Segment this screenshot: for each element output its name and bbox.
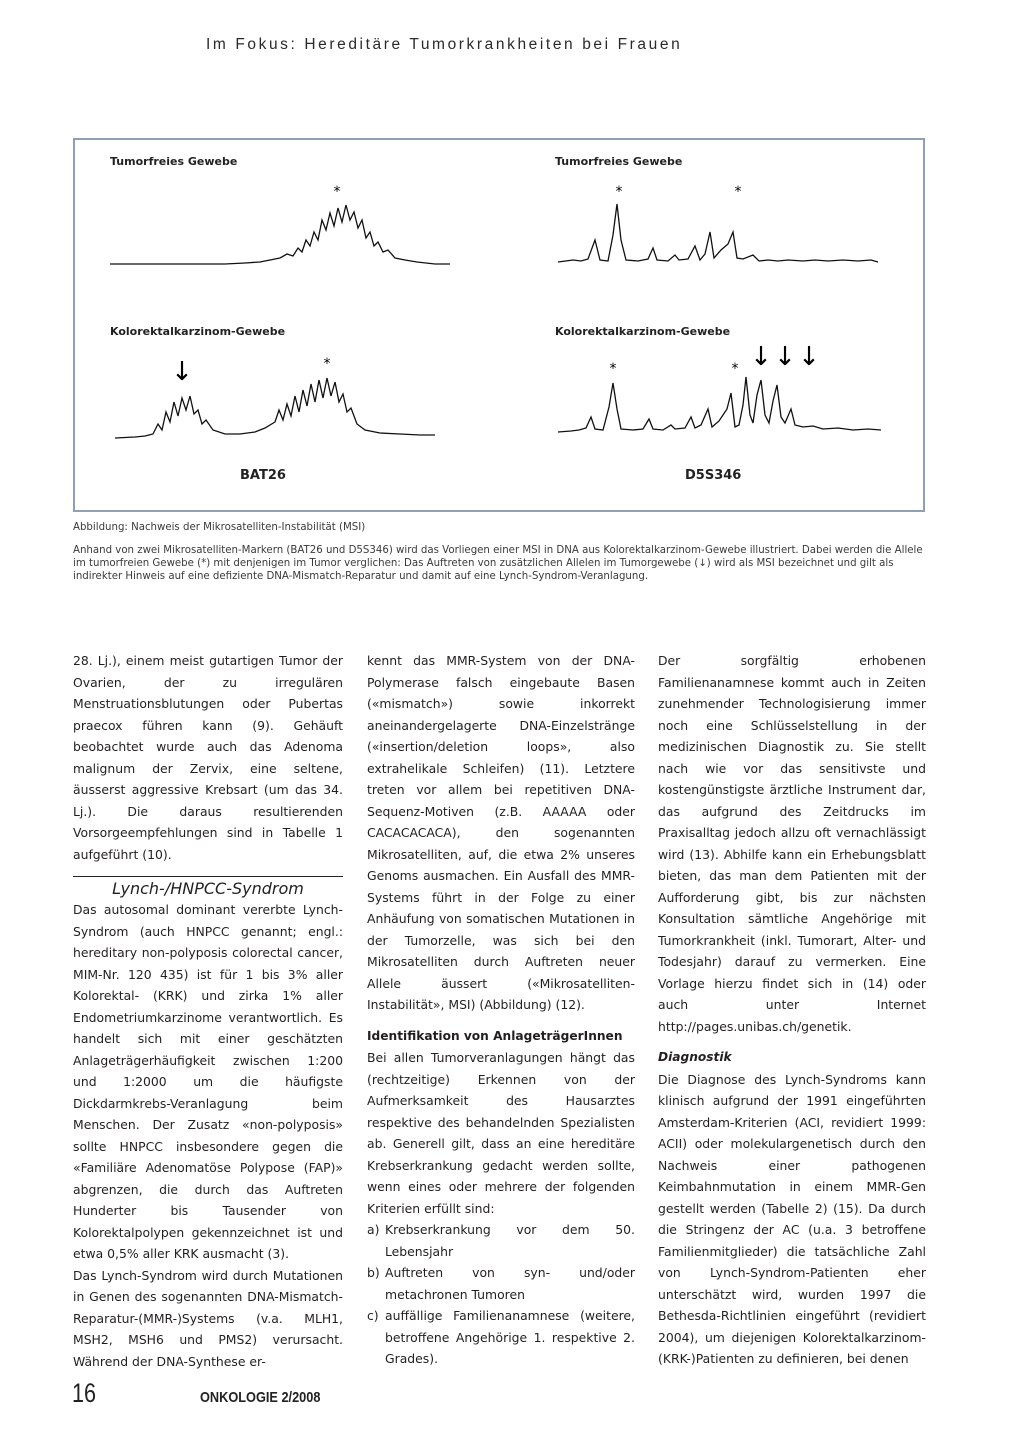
paragraph: 28. Lj.), einem meist gutartigen Tumor der Ovarien, der zu irregulären Menstruationsblutungen oder Pubertas praecox führen kann (9). Gehäuft beobachtet wurde auch das Adenoma malignum der Zervix, eine seltene, äusserst aggressive Krebsart (um das 34. Lj.). Die daraus resultierenden Vorsorgeempfehlungen sind in Tabelle 1 aufgeführt (10).: [73, 653, 343, 862]
list-item: [367, 1219, 635, 1262]
electropherogram-bat26-tumor: [105, 350, 485, 445]
asterisk: *: [615, 184, 623, 200]
marker-label-bat26: BAT26: [240, 468, 286, 483]
arrow-down-icon: ↓: [774, 342, 796, 372]
panel-label-bat26-tumor: Kolorektalkarzinom-Gewebe: [110, 325, 286, 338]
arrow-down-icon: ↓: [798, 342, 820, 372]
panel-label-bat26-normal: Tumorfreies Gewebe: [110, 155, 238, 168]
asterisk: *: [323, 356, 331, 372]
list-item-text: auffällige Familienanamnese (weitere, betroffene Angehörige 1. respektive 2. Grades).: [385, 1308, 635, 1366]
electropherogram-d5s346-tumor: [553, 335, 933, 440]
page-number: 16: [72, 1378, 97, 1408]
subheading: Identifikation von AnlageträgerInnen: [367, 1028, 623, 1043]
asterisk: *: [609, 361, 617, 377]
paragraph: Das Lynch-Syndrom wird durch Mutationen in Genen des sogenannten DNA-Mismatch-Reparatur-(MMR-)Systems (v.a. MLH1, MSH2, MSH6 und PMS2) verursacht. Während der DNA-Synthese er-: [73, 1267, 343, 1369]
figure-caption-title: Abbildung: Nachweis der Mikrosatelliten-Instabilität (MSI): [73, 522, 366, 533]
panel-label-d5s346-normal: Tumorfreies Gewebe: [555, 155, 683, 168]
section-divider: [73, 876, 343, 877]
marker-label-d5s346: D5S346: [685, 468, 742, 483]
paragraph: Das autosomal dominant vererbte Lynch-Syndrom (auch HNPCC genannt; engl.: hereditary non-polyposis colorectal cancer, MIM-Nr. 120 435) ist für 1 bis 3% aller Kolorektal- (KRK) und zirka 1% aller Endometriumkarzinome verantwortlich. Es handelt sich mit einer geschätzten Anlageträgerhäufigkeit zwischen 1:200 und 1:2000 um die häufigste Dickdarmkrebs-Veranlagung beim Menschen. Der Zusatz «non-polyposis» sollte HNPCC insbesondere gegen die «Familiäre Adenomatöse Polypose (FAP)» abgrenzen, die durch das Auftreten Hunderter bis Tausender von Kolorektalpolypen gekennzeichnet ist und etwa 0,5% aller KRK ausmacht (3).: [73, 902, 343, 1261]
text-column-3: [658, 650, 926, 1370]
running-head: Im Fokus: Hereditäre Tumorkrankheiten bei Frauen: [206, 36, 683, 53]
paragraph: Bei allen Tumorveranlagungen hängt das (rechtzeitige) Erkennen von der Aufmerksamkeit des Hausarztes respektive des behandelnden Spezialisten ab. Generell gilt, dass an eine hereditäre Krebserkrankung gedacht werden sollte, wenn eines oder mehrere der folgenden Kriterien erfüllt sind:: [367, 1050, 635, 1216]
paragraph: kennt das MMR-System von der DNA-Polymerase falsch eingebaute Basen («mismatch») sowie inkorrekt aneinandergelagerte DNA-Einzelstränge («insertion/deletion loops», also extrahelikale Schleifen) (11). Letztere treten vor allem bei repetitiven DNA-Sequenz-Motiven (z.B. AAAAA oder CACACACACA), den sogenannten Mikrosatelliten, auf, die etwa 2% unseres Genoms ausmachen. Ein Ausfall des MMR-Systems führt in der Folge zu einer Anhäufung von somatischen Mutationen in der Tumorzelle, was sich bei den Mikrosatelliten durch Auftreten neuer Allele äussert («Mikrosatelliten-Instabilität», MSI) (Abbildung) (12).: [367, 653, 635, 1012]
list-item: [367, 1262, 635, 1305]
list-item-label: b): [367, 1265, 380, 1280]
list-item-label: a): [367, 1222, 380, 1237]
asterisk: *: [731, 361, 739, 377]
figure-caption-body: Anhand von zwei Mikrosatelliten-Markern (BAT26 und D5S346) wird das Vorliegen einer MSI in DNA aus Kolorektalkarzinom-Gewebe illustriert. Dabei werden die Allele im tumorfreien Gewebe (*) mit denjenigen im Tumor verglichen: Das Auftreten von zusätzlichen Allelen im Tumorgewebe (↓) wird als MSI bezeichnet und gilt als indirekter Hinweis auf eine defiziente DNA-Mismatch-Reparatur und damit auf eine Lynch-Syndrom-Veranlagung.: [73, 545, 923, 582]
section-heading: Lynch-/HNPCC-Syndrom: [112, 879, 304, 898]
text-column-1: [73, 650, 343, 1372]
paragraph: Die Diagnose des Lynch-Syndroms kann klinisch aufgrund der 1991 eingeführten Amsterdam-Kriterien (ACI, revidiert 1999: ACII) oder molekulargenetisch durch den Nachweis einer pathogenen Keimbahnmutation in einem MMR-Gen gestellt werden (Tabelle 2) (15). Da durch die Stringenz der AC (u.a. 3 betroffene Familienmitglieder) die tatsächliche Zahl von Lynch-Syndrom-Patienten eher unterschätzt wird, wurden 1997 die Bethesda-Richtlinien eingeführt (revidiert 2004), um diejenigen Kolorektalkarzinom-(KRK-)Patienten zu definieren, bei denen: [658, 1071, 926, 1366]
electropherogram-bat26-normal: [105, 180, 485, 270]
text-column-2: [367, 650, 635, 1370]
paragraph: Der sorgfältig erhobenen Familienanamnese kommt auch in Zeiten zunehmender Technologisierung immer noch eine Schlüsselstellung in der medizinischen Diagnostik zu. Sie stellt nach wie vor das sensitivste und kostengünstigste ärztliche Instrument dar, das aufgrund des Zeitdrucks im Praxisalltag jedoch allzu oft vernachlässigt wird (13). Abhilfe kann ein Erhebungsblatt bieten, das man dem Patienten mit der Aufforderung gibt, bis zur nächsten Konsultation sämtliche Angehörige mit Tumorkrankheit (inkl. Tumorart, Alter- und Todesjahr) darauf zu vermerken. Eine Vorlage hierzu findet sich in (14) oder auch unter Internet http://pages.unibas.ch/genetik.: [658, 653, 926, 1034]
journal-name: ONKOLOGIE 2/2008: [200, 1389, 321, 1406]
msi-figure: [73, 138, 925, 512]
electropherogram-d5s346-normal: [553, 180, 933, 270]
asterisk: *: [333, 184, 341, 200]
list-item-label: c): [367, 1308, 379, 1323]
list-item-text: Auftreten von syn- und/oder metachronen Tumoren: [385, 1265, 635, 1302]
subheading: Diagnostik: [658, 1050, 732, 1064]
panel-label-d5s346-tumor: Kolorektalkarzinom-Gewebe: [555, 325, 731, 338]
list-item: [367, 1305, 635, 1370]
arrow-down-icon: ↓: [171, 357, 193, 387]
asterisk: *: [734, 184, 742, 200]
list-item-text: Krebserkrankung vor dem 50. Lebensjahr: [385, 1222, 635, 1259]
arrow-down-icon: ↓: [750, 342, 772, 372]
